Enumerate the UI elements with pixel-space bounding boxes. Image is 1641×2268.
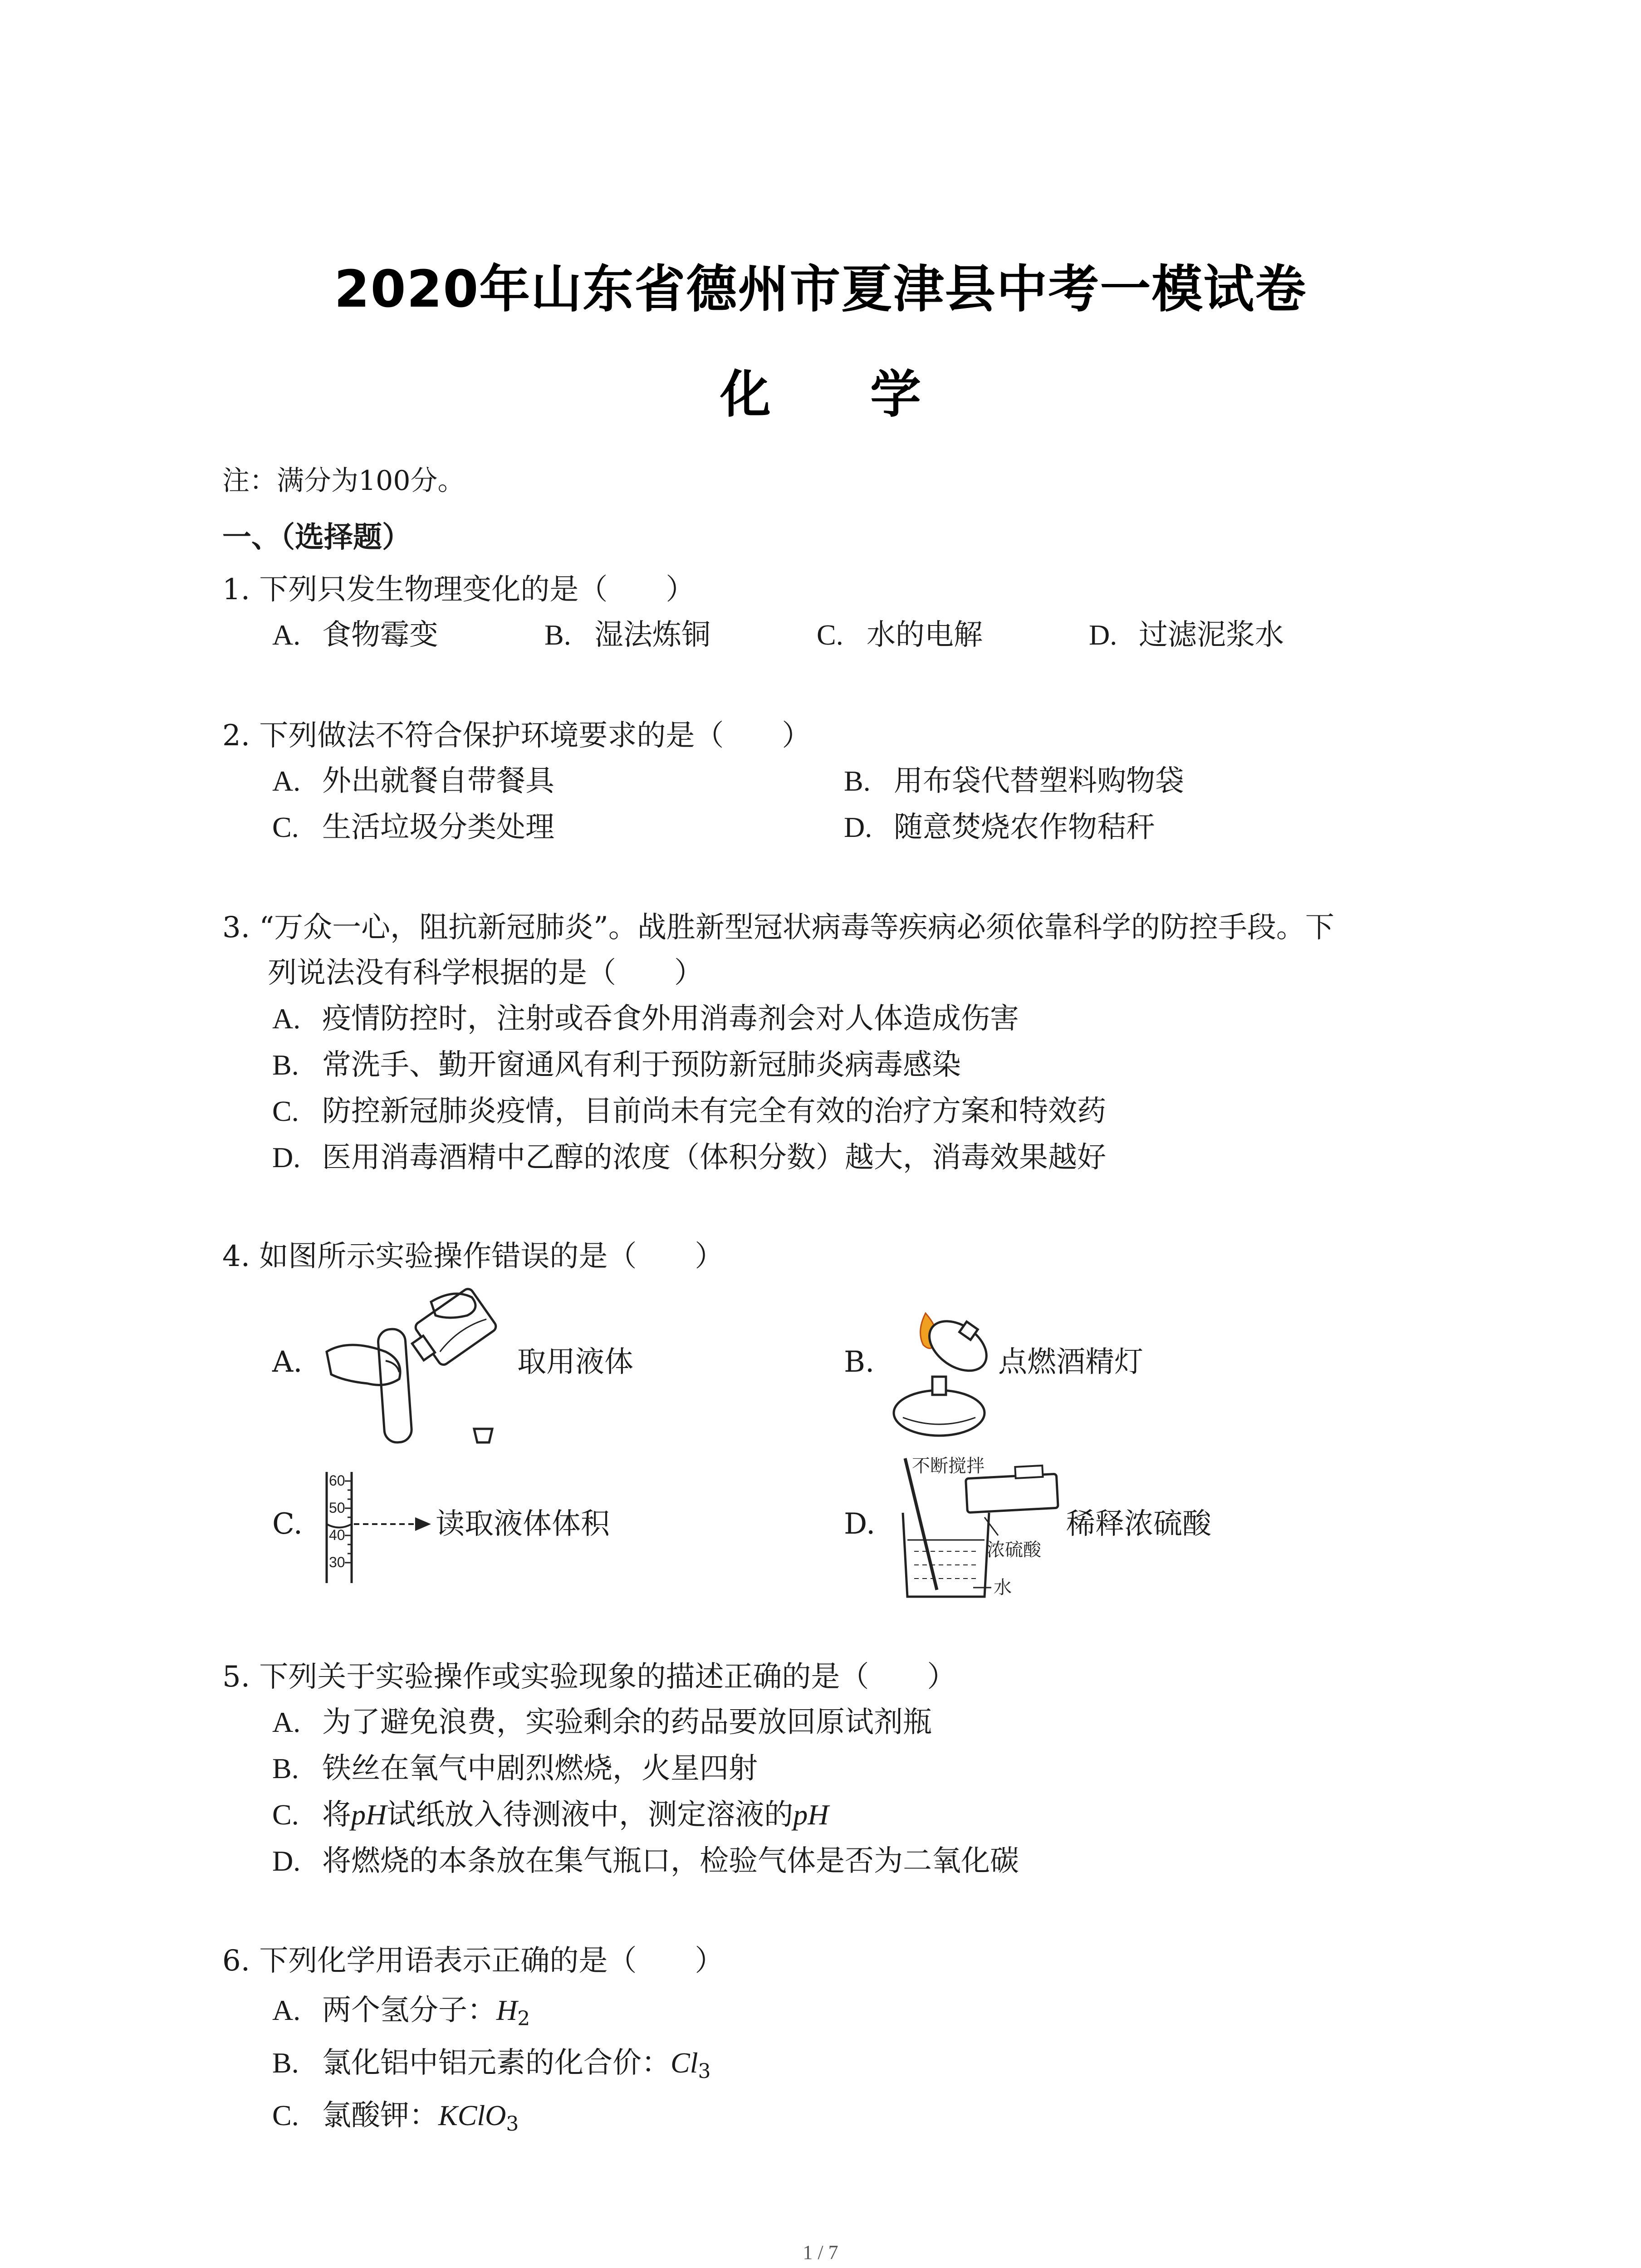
exam-title: 2020年山东省德州市夏津县中考一模试卷 [334,260,1307,319]
q2-option-a: A. 外出就餐自带餐具 [272,764,554,798]
graduated-cylinder-figure [318,1467,440,1590]
alcohol-lamp-figure [885,1309,1007,1440]
q4-option-d-letter: D. [844,1507,876,1541]
water-label: 水 [994,1577,1012,1598]
q4-option-c-letter: C. [272,1507,303,1541]
q4-option-b-letter: B. [844,1345,875,1379]
question-5-stem: 5. 下列关于实验操作或实验现象的描述正确的是（ ） [222,1660,956,1694]
pour-liquid-figure [318,1284,517,1456]
q3-option-d: D. 医用消毒酒精中乙醇的浓度（体积分数）越大，消毒效果越好 [272,1141,1106,1174]
acid-label: 浓硫酸 [987,1540,1041,1560]
q3-option-a: A. 疫情防控时，注射或吞食外用消毒剂会对人体造成伤害 [272,1002,1019,1036]
question-4-stem: 4. 如图所示实验操作错误的是（ ） [222,1240,724,1273]
score-note: 注：满分为100分。 [222,465,465,497]
q3-option-c: C. 防控新冠肺炎疫情，目前尚未有完全有效的治疗方案和特效药 [272,1095,1106,1128]
q6-option-a: A. 两个氢分子：$H_2$ [272,1994,530,2030]
q5-option-a: A. 为了避免浪费，实验剩余的药品要放回原试剂瓶 [272,1706,932,1739]
q1-option-c: C. 水的电解 [817,618,983,652]
q4-option-c-label: 读取液体体积 [436,1507,610,1541]
stir-label: 不断搅拌 [912,1456,985,1476]
q2-option-b: B. 用布袋代替塑料购物袋 [844,764,1184,798]
q1-option-a: A. 食物霉变 [272,618,438,652]
q4-option-a-label: 取用液体 [517,1345,633,1379]
q5-option-c: C. 将pH试纸放入待测液中，测定溶液的pH [272,1798,829,1832]
page-number: 1 / 7 [803,2241,838,2263]
cylinder-tick-40: 40 [329,1527,345,1543]
q1-option-d: D. 过滤泥浆水 [1089,618,1284,652]
q2-option-d: D. 随意焚烧农作物秸秆 [844,811,1155,844]
q4-option-a-letter: A. [272,1345,303,1379]
subject-title: 化 学 [720,365,962,424]
question-1-stem: 1. 下列只发生物理变化的是（ ） [222,573,695,606]
cylinder-tick-30: 30 [329,1554,345,1570]
q4-option-b-label: 点燃酒精灯 [998,1345,1143,1379]
question-3-stem-line2: 列说法没有科学根据的是（ ） [268,956,703,990]
question-6-stem: 6. 下列化学用语表示正确的是（ ） [222,1944,724,1978]
question-2-stem: 2. 下列做法不符合保护环境要求的是（ ） [222,719,811,753]
q5-option-d: D. 将燃烧的本条放在集气瓶口，检验气体是否为二氧化碳 [272,1844,1019,1878]
q4-option-d-label: 稀释浓硫酸 [1066,1507,1211,1541]
cylinder-tick-50: 50 [329,1500,345,1516]
q5-option-b: B. 铁丝在氧气中剧烈燃烧，火星四射 [272,1752,758,1785]
cylinder-tick-60: 60 [329,1472,345,1489]
q2-option-c: C. 生活垃圾分类处理 [272,811,554,844]
dilute-acid-figure [894,1449,1066,1603]
q1-option-b: B. 湿法炼铜 [544,618,710,652]
q3-option-b: B. 常洗手、勤开窗通风有利于预防新冠肺炎病毒感染 [272,1048,961,1082]
section-heading: 一、（选择题） [222,521,411,554]
q6-option-b: B. 氯化铝中铝元素的化合价：$Cl_3$ [272,2046,711,2083]
question-3-stem-line1: 3. “万众一心，阻抗新冠肺炎”。战胜新型冠状病毒等疾病必须依靠科学的防控手段。下 [222,911,1334,944]
q6-option-c: C. 氯酸钾：KClO$_3$ [272,2099,519,2136]
